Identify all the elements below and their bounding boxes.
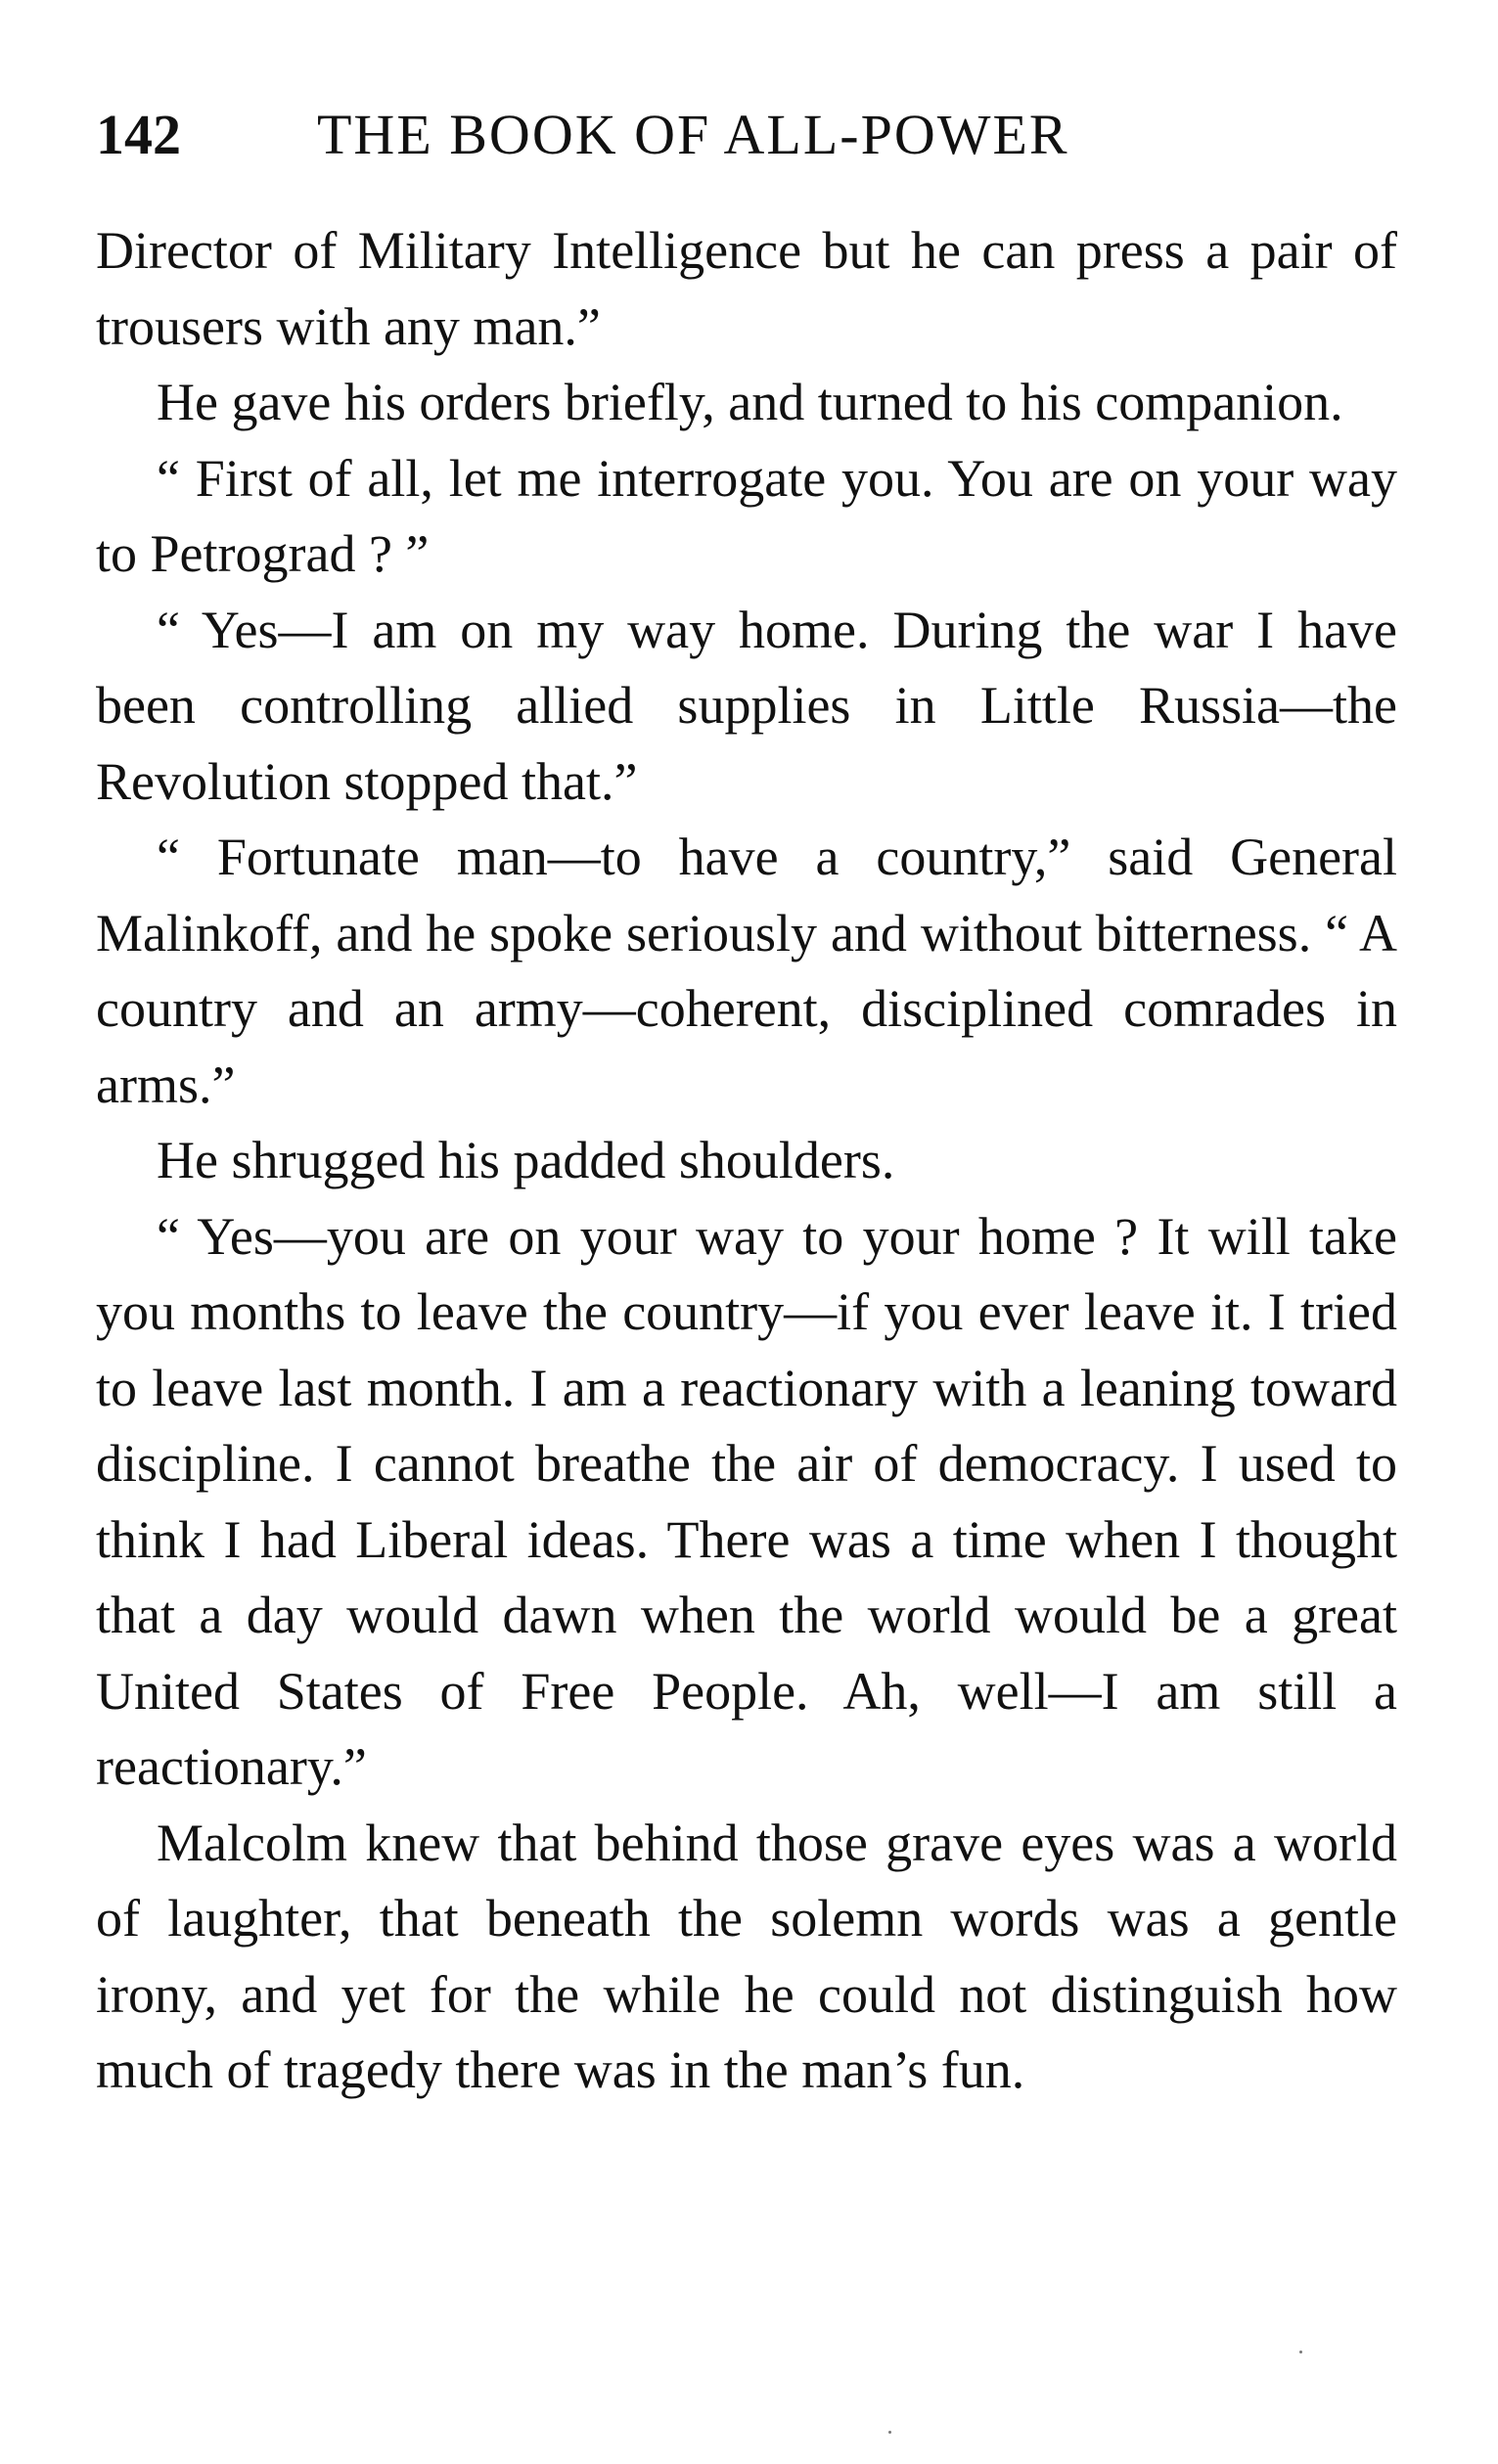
body-text: [96, 213, 1397, 2109]
running-head: THE BOOK OF ALL-POWER: [317, 103, 1069, 166]
page-number: 142: [96, 103, 181, 166]
paragraph: “ First of all, let me interrogate you. You are on your way to Petrograd ? ”: [96, 448, 1397, 583]
scan-speck: [1299, 2351, 1302, 2353]
paragraph: He shrugged his padded shoulders.: [157, 1131, 895, 1189]
paragraph: “ Yes—you are on your way to your home ? It will take you months to leave the country—if you ever leave it. I tried to leave last month. I am a reactionary with a leaning toward discipline. I cannot breathe the air of democracy. I used to think I had Liberal ideas. There was a time when I thought that a day would dawn when the world would be a great United States of Free People. Ah, well—I am still a reactionary.”: [96, 1206, 1397, 1796]
scan-speck: [888, 2431, 891, 2434]
paragraph-continued: Director of Military Intelligence but he can press a pair of trousers with any man.”: [96, 221, 1397, 356]
paragraph: Malcolm knew that behind those grave eyes was a world of laughter, that beneath the solemn words was a gentle irony, and yet for the while he could not distinguish how much of tragedy there was in the man’s fun.: [96, 1813, 1397, 2099]
page-header: [96, 101, 1397, 169]
paragraph: “ Yes—I am on my way home. During the war I have been controlling allied supplies in Little Russia—the Revolution stopped that.”: [96, 600, 1397, 811]
paragraph: “ Fortunate man—to have a country,” said General Malinkoff, and he spoke seriously and without bitterness. “ A country and an army—coherent, disciplined comrades in arms.”: [96, 828, 1397, 1114]
paragraph: He gave his orders briefly, and turned to his companion.: [157, 373, 1343, 431]
